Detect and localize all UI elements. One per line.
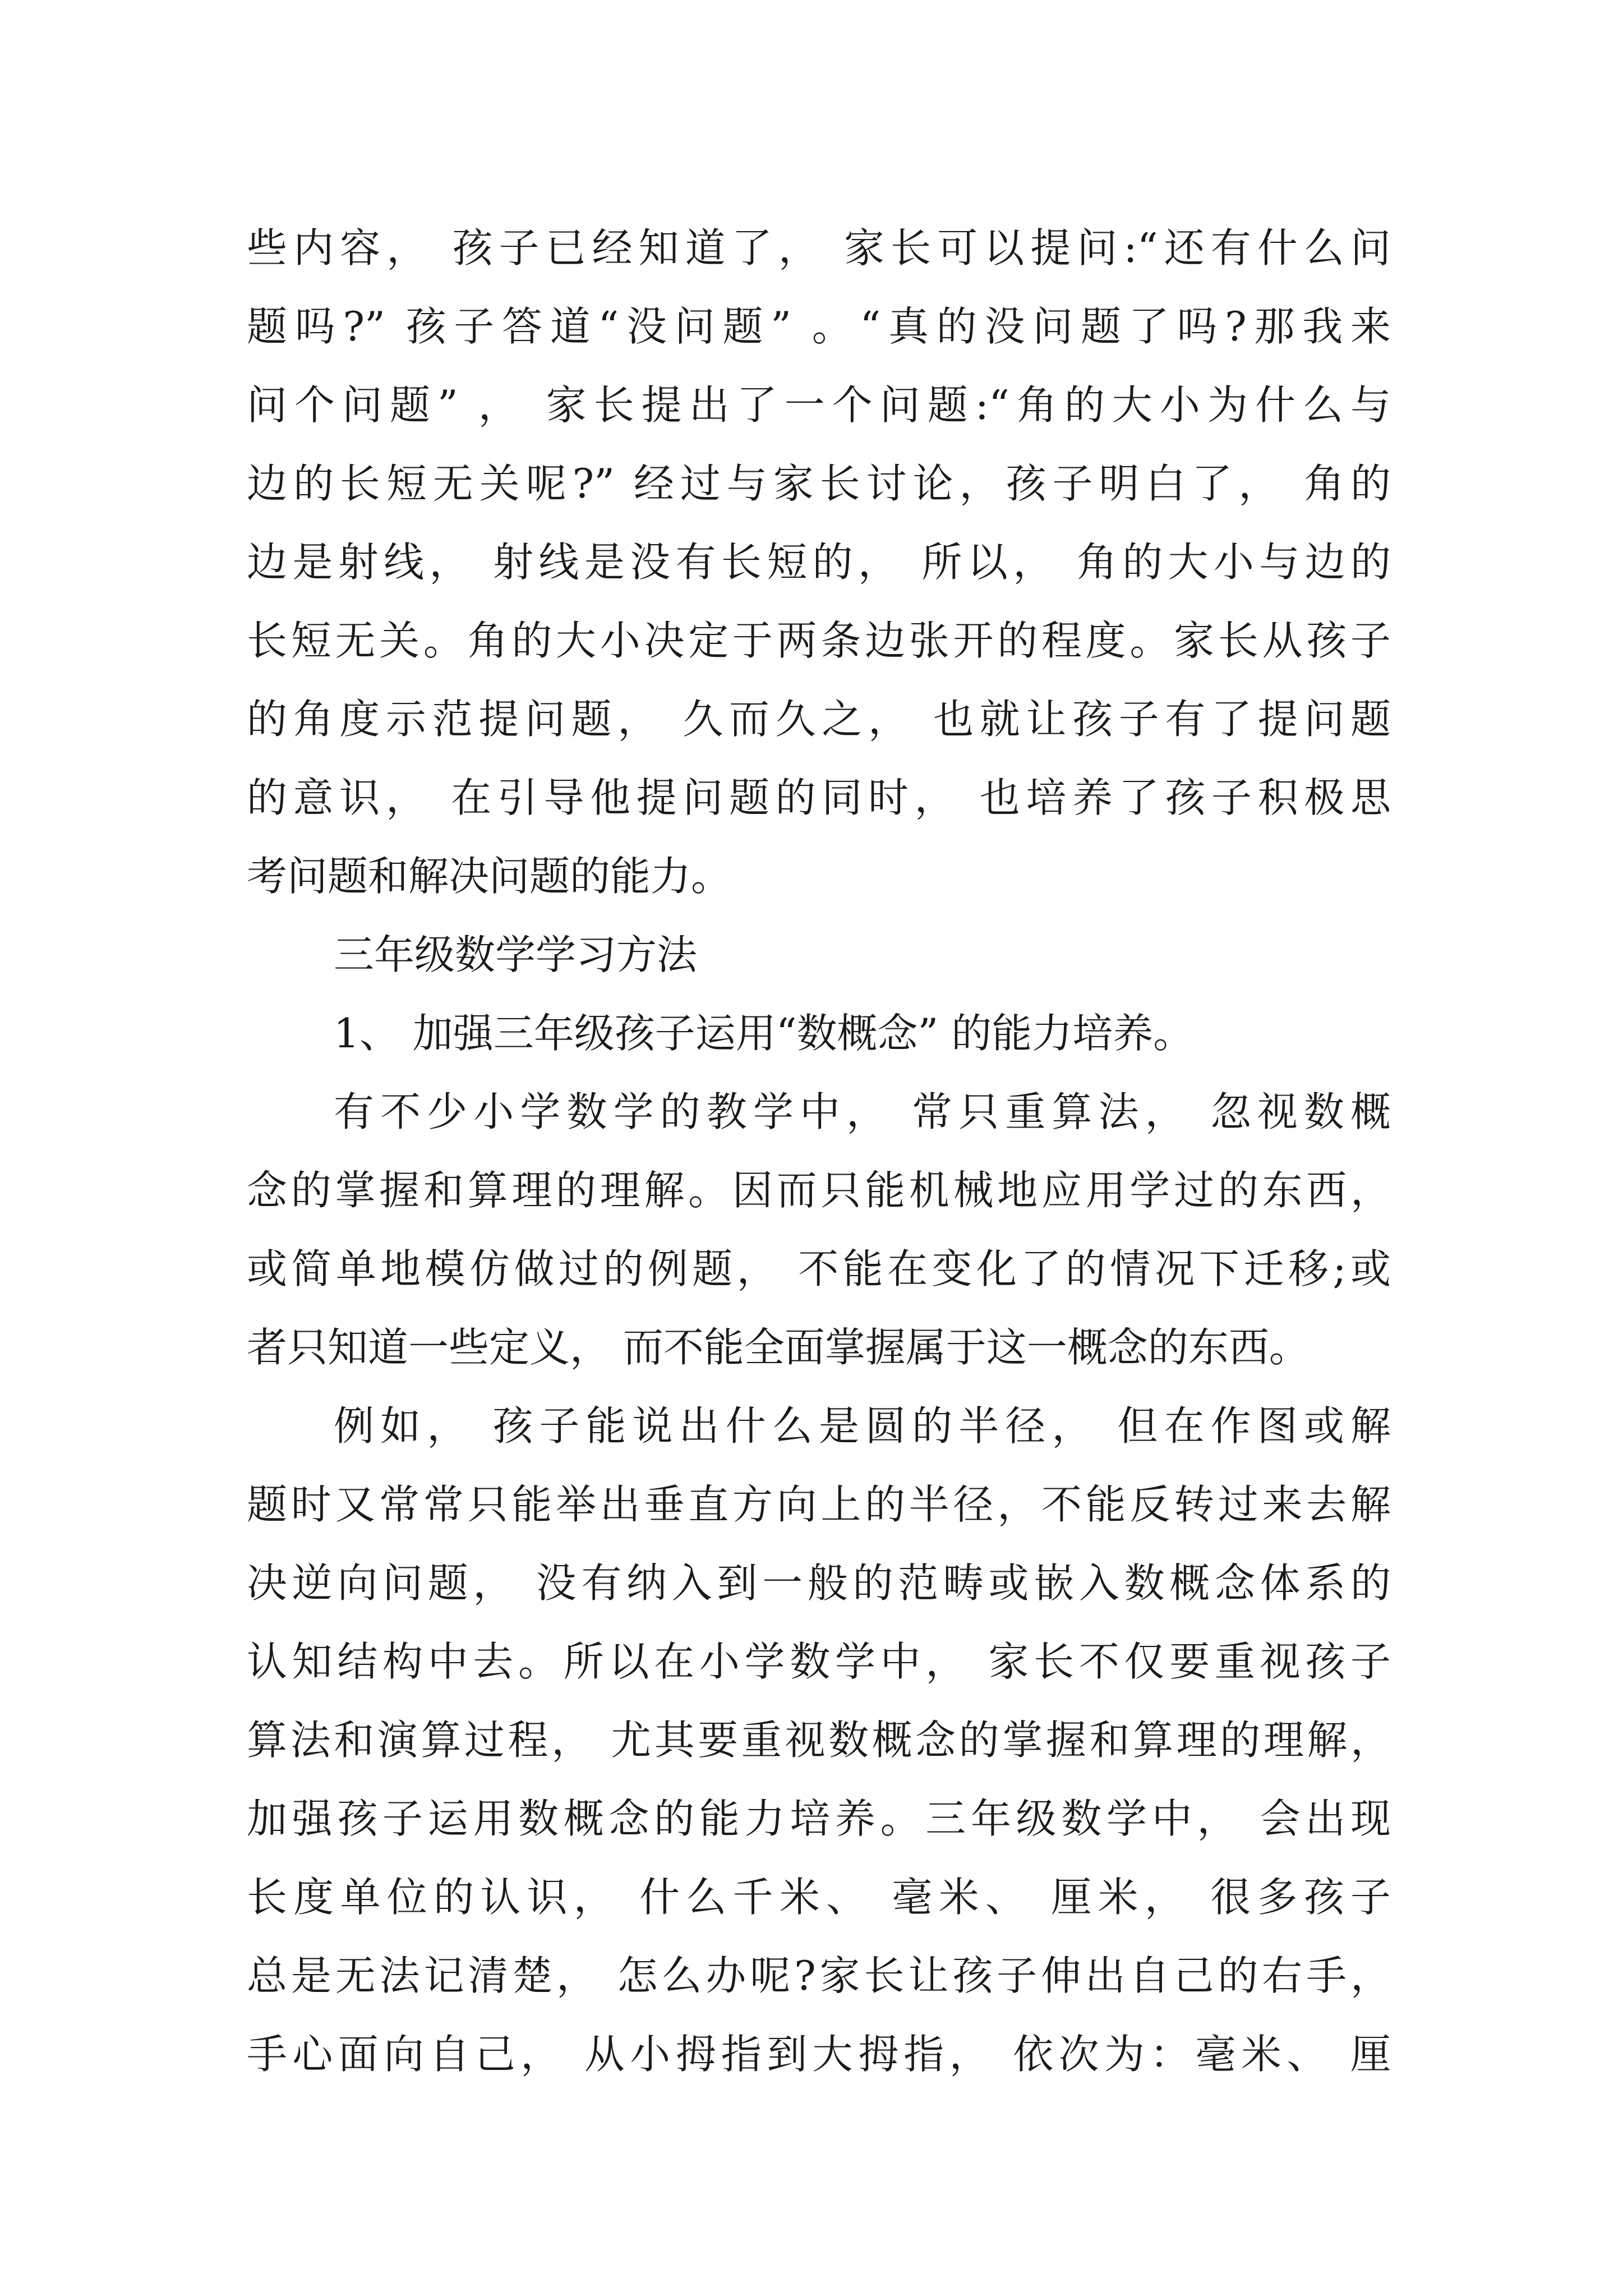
text-line: 考问题和解决问题的能力。 (247, 853, 732, 900)
text-line: 或简单地模仿做过的例题， 不能在变化了的情况下迁移;或 (247, 1245, 1391, 1292)
text-line: 题吗?” 孩子答道“没问题” 。“真的没问题了吗?那我来 (247, 303, 1391, 350)
text-line: 长度单位的认识， 什么千米、 毫米、 厘米， 很多孩子 (247, 1874, 1391, 1921)
text-line: 总是无法记清楚， 怎么办呢?家长让孩子伸出自己的右手， (247, 1952, 1391, 1999)
text-line: 算法和演算过程， 尤其要重视数概念的掌握和算理的理解， (247, 1717, 1391, 1764)
section-heading: 三年级数学学习方法 (334, 931, 698, 978)
text-line: 些内容， 孩子已经知道了， 家长可以提问:“还有什么问 (247, 224, 1391, 272)
text-line: 边的长短无关呢?” 经过与家长讨论，孩子明白了， 角的 (247, 460, 1391, 507)
text-line: 的角度示范提问题， 久而久之， 也就让孩子有了提问题 (247, 696, 1391, 743)
text-line: 念的掌握和算理的理解。因而只能机械地应用学过的东西， (247, 1167, 1391, 1214)
text-line: 决逆向问题， 没有纳入到一般的范畴或嵌入数概念体系的 (247, 1559, 1391, 1607)
text-line: 边是射线， 射线是没有长短的， 所以， 角的大小与边的 (247, 539, 1391, 586)
body-text (247, 209, 1391, 2093)
text-line: 的意识， 在引导他提问题的同时， 也培养了孩子积极思 (247, 774, 1391, 821)
text-line: 者只知道一些定义， 而不能全面掌握属于这一概念的东西。 (247, 1324, 1310, 1371)
text-line: 有不少小学数学的教学中， 常只重算法， 忽视数概 (334, 1088, 1391, 1135)
text-line: 问个问题” ， 家长提出了一个问题:“角的大小为什么与 (247, 381, 1391, 429)
text-line: 长短无关。角的大小决定于两条边张开的程度。家长从孩子 (247, 617, 1391, 664)
text-line: 认知结构中去。所以在小学数学中， 家长不仅要重视孩子 (247, 1638, 1391, 1685)
text-line: 例如， 孩子能说出什么是圆的半径， 但在作图或解 (334, 1402, 1391, 1450)
text-line: 题时又常常只能举出垂直方向上的半径，不能反转过来去解 (247, 1481, 1391, 1528)
text-line: 加强孩子运用数概念的能力培养。三年级数学中， 会出现 (247, 1795, 1391, 1842)
subsection-heading: 1、 加强三年级孩子运用“数概念” 的能力培养。 (334, 1010, 1194, 1057)
text-line: 手心面向自己， 从小拇指到大拇指， 依次为：毫米、 厘 (247, 2031, 1391, 2078)
